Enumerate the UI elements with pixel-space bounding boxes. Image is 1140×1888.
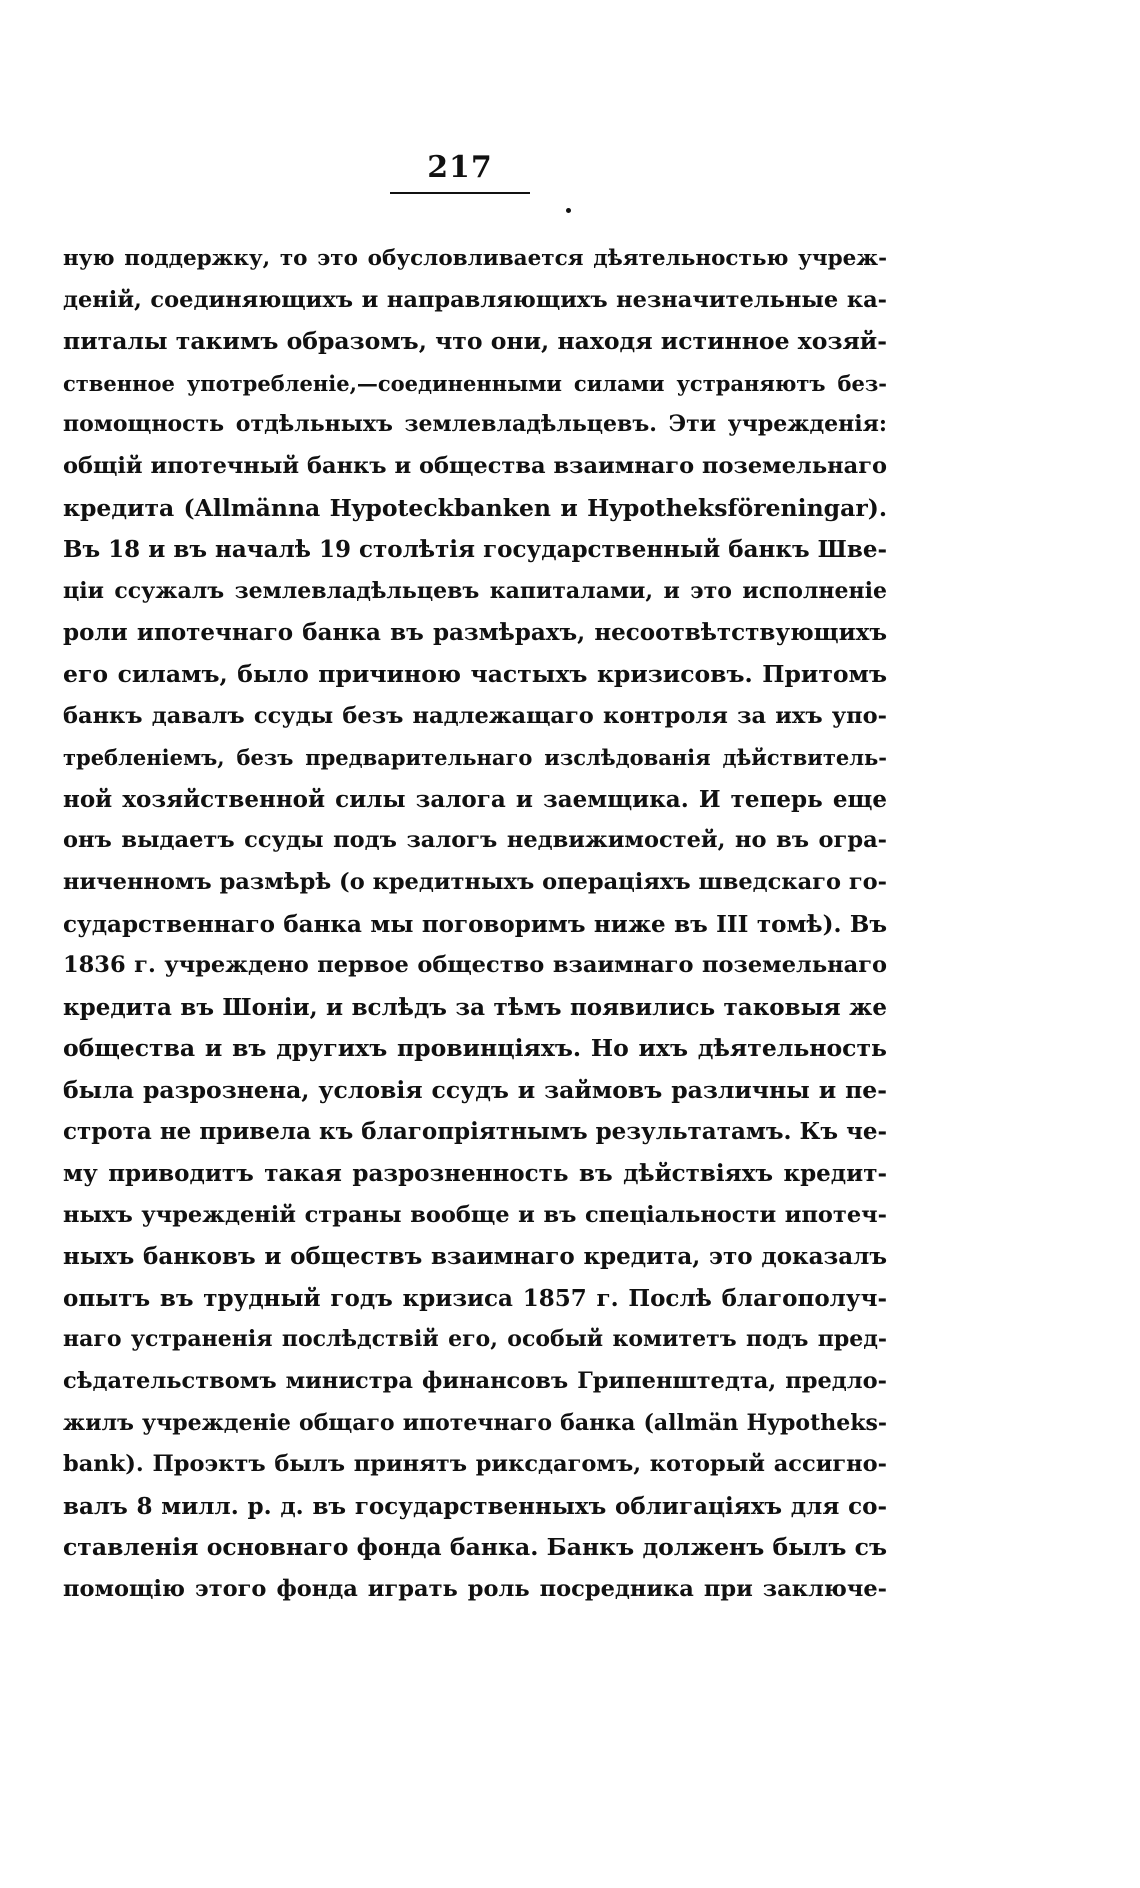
text-line: кредита (Allmänna Hypoteckbanken и Hypotheksföreningar). [63,493,887,522]
header-rule [390,192,530,194]
text-line: Въ 18 и въ началѣ 19 столѣтія государственный банкъ Шве- [63,536,887,564]
page-number: 217 [427,150,493,185]
text-line: наго устраненія послѣдствій его, особый комитетъ подъ пред- [63,1326,887,1353]
text-line: общій ипотечный банкъ и общества взаимнаго поземельнаго [63,452,887,479]
text-line: кредита въ Шоніи, и вслѣдъ за тѣмъ появились таковыя же [63,993,887,1021]
text-line: ственное употребленіе,—соединенными силами устраняютъ без- [63,370,887,396]
text-line: ставленія основнаго фонда банка. Банкъ долженъ былъ съ [63,1533,887,1562]
text-line: сударственнаго банка мы поговоримъ ниже въ III томѣ). Въ [63,910,887,938]
text-line: 1836 г. учреждено первое общество взаимнаго поземельнаго [63,952,887,979]
text-line: жилъ учрежденіе общаго ипотечнаго банка (allmän Hypotheks- [63,1409,887,1436]
text-line: опытъ въ трудный годъ кризиса 1857 г. Послѣ благополуч- [63,1284,887,1312]
text-line: валъ 8 милл. р. д. въ государственныхъ облигаціяхъ для со- [63,1492,887,1520]
text-line: строта не привела къ благопріятнымъ результатамъ. Къ че- [63,1118,887,1146]
text-line: ную поддержку, то это обусловливается дѣятельностью учреж- [63,246,887,271]
text-line: ной хозяйственной силы залога и заемщика. И теперь еще [63,785,887,813]
text-line: банкъ давалъ ссуды безъ надлежащаго контроля за ихъ упо- [63,702,887,729]
text-line: общества и въ другихъ провинціяхъ. Но ихъ дѣятельность [63,1034,887,1063]
text-line: деній, соединяющихъ и направляющихъ незначительные ка- [63,286,887,313]
text-line: ціи ссужалъ землевладѣльцевъ капиталами, и это исполненіе [63,577,887,604]
text-line: ниченномъ размѣрѣ (о кредитныхъ операціяхъ шведскаго го- [63,868,887,895]
text-line: помощію этого фонда играть роль посредника при заключе- [63,1576,887,1602]
text-line: питалы такимъ образомъ, что они, находя истинное хозяй- [63,327,887,356]
text-line: была разрознена, условія ссудъ и займовъ различны и пе- [63,1075,887,1104]
header-dot [566,208,571,213]
text-line: ныхъ банковъ и обществъ взаимнаго кредита, это доказалъ [63,1243,887,1271]
text-line: bank). Проэктъ былъ принятъ риксдагомъ, который ассигно- [63,1451,887,1478]
text-line: му приводитъ такая разрозненность въ дѣйствіяхъ кредит- [63,1160,887,1188]
text-line: сѣдательствомъ министра финансовъ Грипенштедта, предло- [63,1368,887,1395]
text-line: его силамъ, было причиною частыхъ кризисовъ. Притомъ [63,659,887,688]
text-line: требленіемъ, безъ предварительнаго изслѣдованія дѣйствитель- [63,745,887,771]
text-line: ныхъ учрежденій страны вообще и въ спеціальности ипотеч- [63,1201,887,1228]
text-line: онъ выдаетъ ссуды подъ залогъ недвижимостей, но въ огра- [63,827,887,854]
text-line: помощность отдѣльныхъ землевладѣльцевъ. Эти учрежденія: [63,411,887,438]
body-text [63,238,887,1611]
page-header [390,148,530,194]
text-line: роли ипотечнаго банка въ размѣрахъ, несоотвѣтствующихъ [63,619,887,647]
